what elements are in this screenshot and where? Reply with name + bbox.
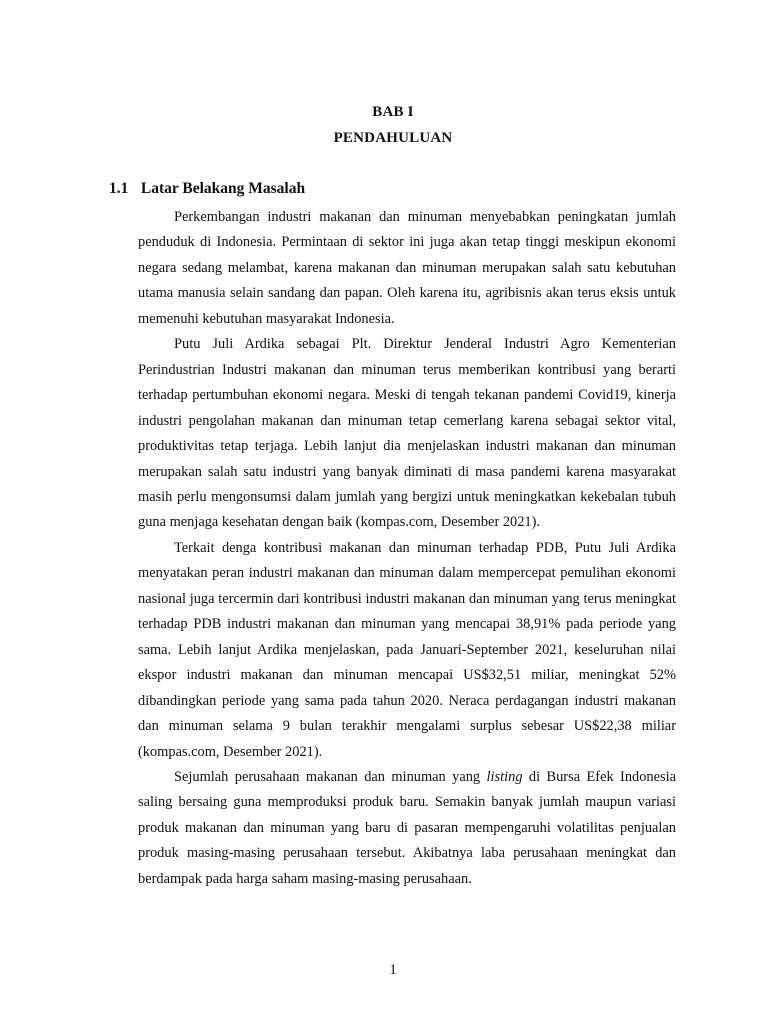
- paragraph-4: [138, 765, 676, 892]
- paragraph-4-text-end: di Bursa Efek Indonesia saling bersaing guna memproduksi produk baru. Semakin banyak jumlah maupun variasi produk makanan dan minuman yang baru di pasaran mempengaruhi volatilitas penjualan produk masing-masing perusahaan tersebut. Akibatnya laba perusahaan meningkat dan berdampak pada harga saham masing-masing perusahaan.: [138, 768, 676, 887]
- chapter-title: BAB I: [372, 104, 414, 120]
- paragraph-4-italic-term: listing: [486, 768, 523, 785]
- section-title: Latar Belakang Masalah: [140, 180, 306, 197]
- section-heading: [109, 180, 305, 198]
- page-number: 1: [389, 962, 397, 978]
- section-number: 1.1: [109, 180, 129, 197]
- chapter-subtitle: PENDAHULUAN: [333, 130, 453, 146]
- paragraph-3: Terkait denga kontribusi makanan dan minuman terhadap PDB, Putu Juli Ardika menyatakan peran industri makanan dan minuman dalam mempercepat pemulihan ekonomi nasional juga tercermin dari kontribusi industri makanan dan minuman yang terus meningkat terhadap PDB industri makanan dan minuman yang mencapai 38,91% pada periode yang sama. Lebih lanjut Ardika menjelaskan, pada Januari-September 2021, keseluruhan nilai ekspor industri makanan dan minuman mencapai US$32,51 miliar, meningkat 52% dibandingkan periode yang sama pada tahun 2020. Neraca perdagangan industri makanan dan minuman selama 9 bulan terakhir mengalami surplus sebesar US$22,38 miliar (kompas.com, Desember 2021).: [138, 539, 676, 760]
- paragraph-2: Putu Juli Ardika sebagai Plt. Direktur Jenderal Industri Agro Kementerian Perindustrian Industri makanan dan minuman terus memberikan kontribusi yang berarti terhadap pertumbuhan ekonomi negara. Meski di tengah tekanan pandemi Covid19, kinerja industri pengolahan makanan dan minuman tetap cemerlang karena sebagai sektor vital, produktivitas tetap terjaga. Lebih lanjut dia menjelaskan industri makanan dan minuman merupakan salah satu industri yang banyak diminati di masa pandemi karena masyarakat masih perlu mengonsumsi dalam jumlah yang bergizi untuk meningkatkan kekebalan tubuh guna menjaga kesehatan dengan baik (kompas.com, Desember 2021).: [138, 336, 676, 531]
- paragraph-1: Perkembangan industri makanan dan minuman menyebabkan peningkatan jumlah penduduk di Indonesia. Permintaan di sektor ini juga akan tetap tinggi meskipun ekonomi negara sedang melambat, karena makanan dan minuman merupakan salah satu kebutuhan utama manusia selain sandang dan papan. Oleh karena itu, agribisnis akan terus eksis untuk memenuhi kebutuhan masyarakat Indonesia.: [138, 209, 676, 327]
- body-text: [138, 205, 676, 892]
- paragraph-4-text-start: Sejumlah perusahaan makanan dan minuman yang: [174, 768, 487, 785]
